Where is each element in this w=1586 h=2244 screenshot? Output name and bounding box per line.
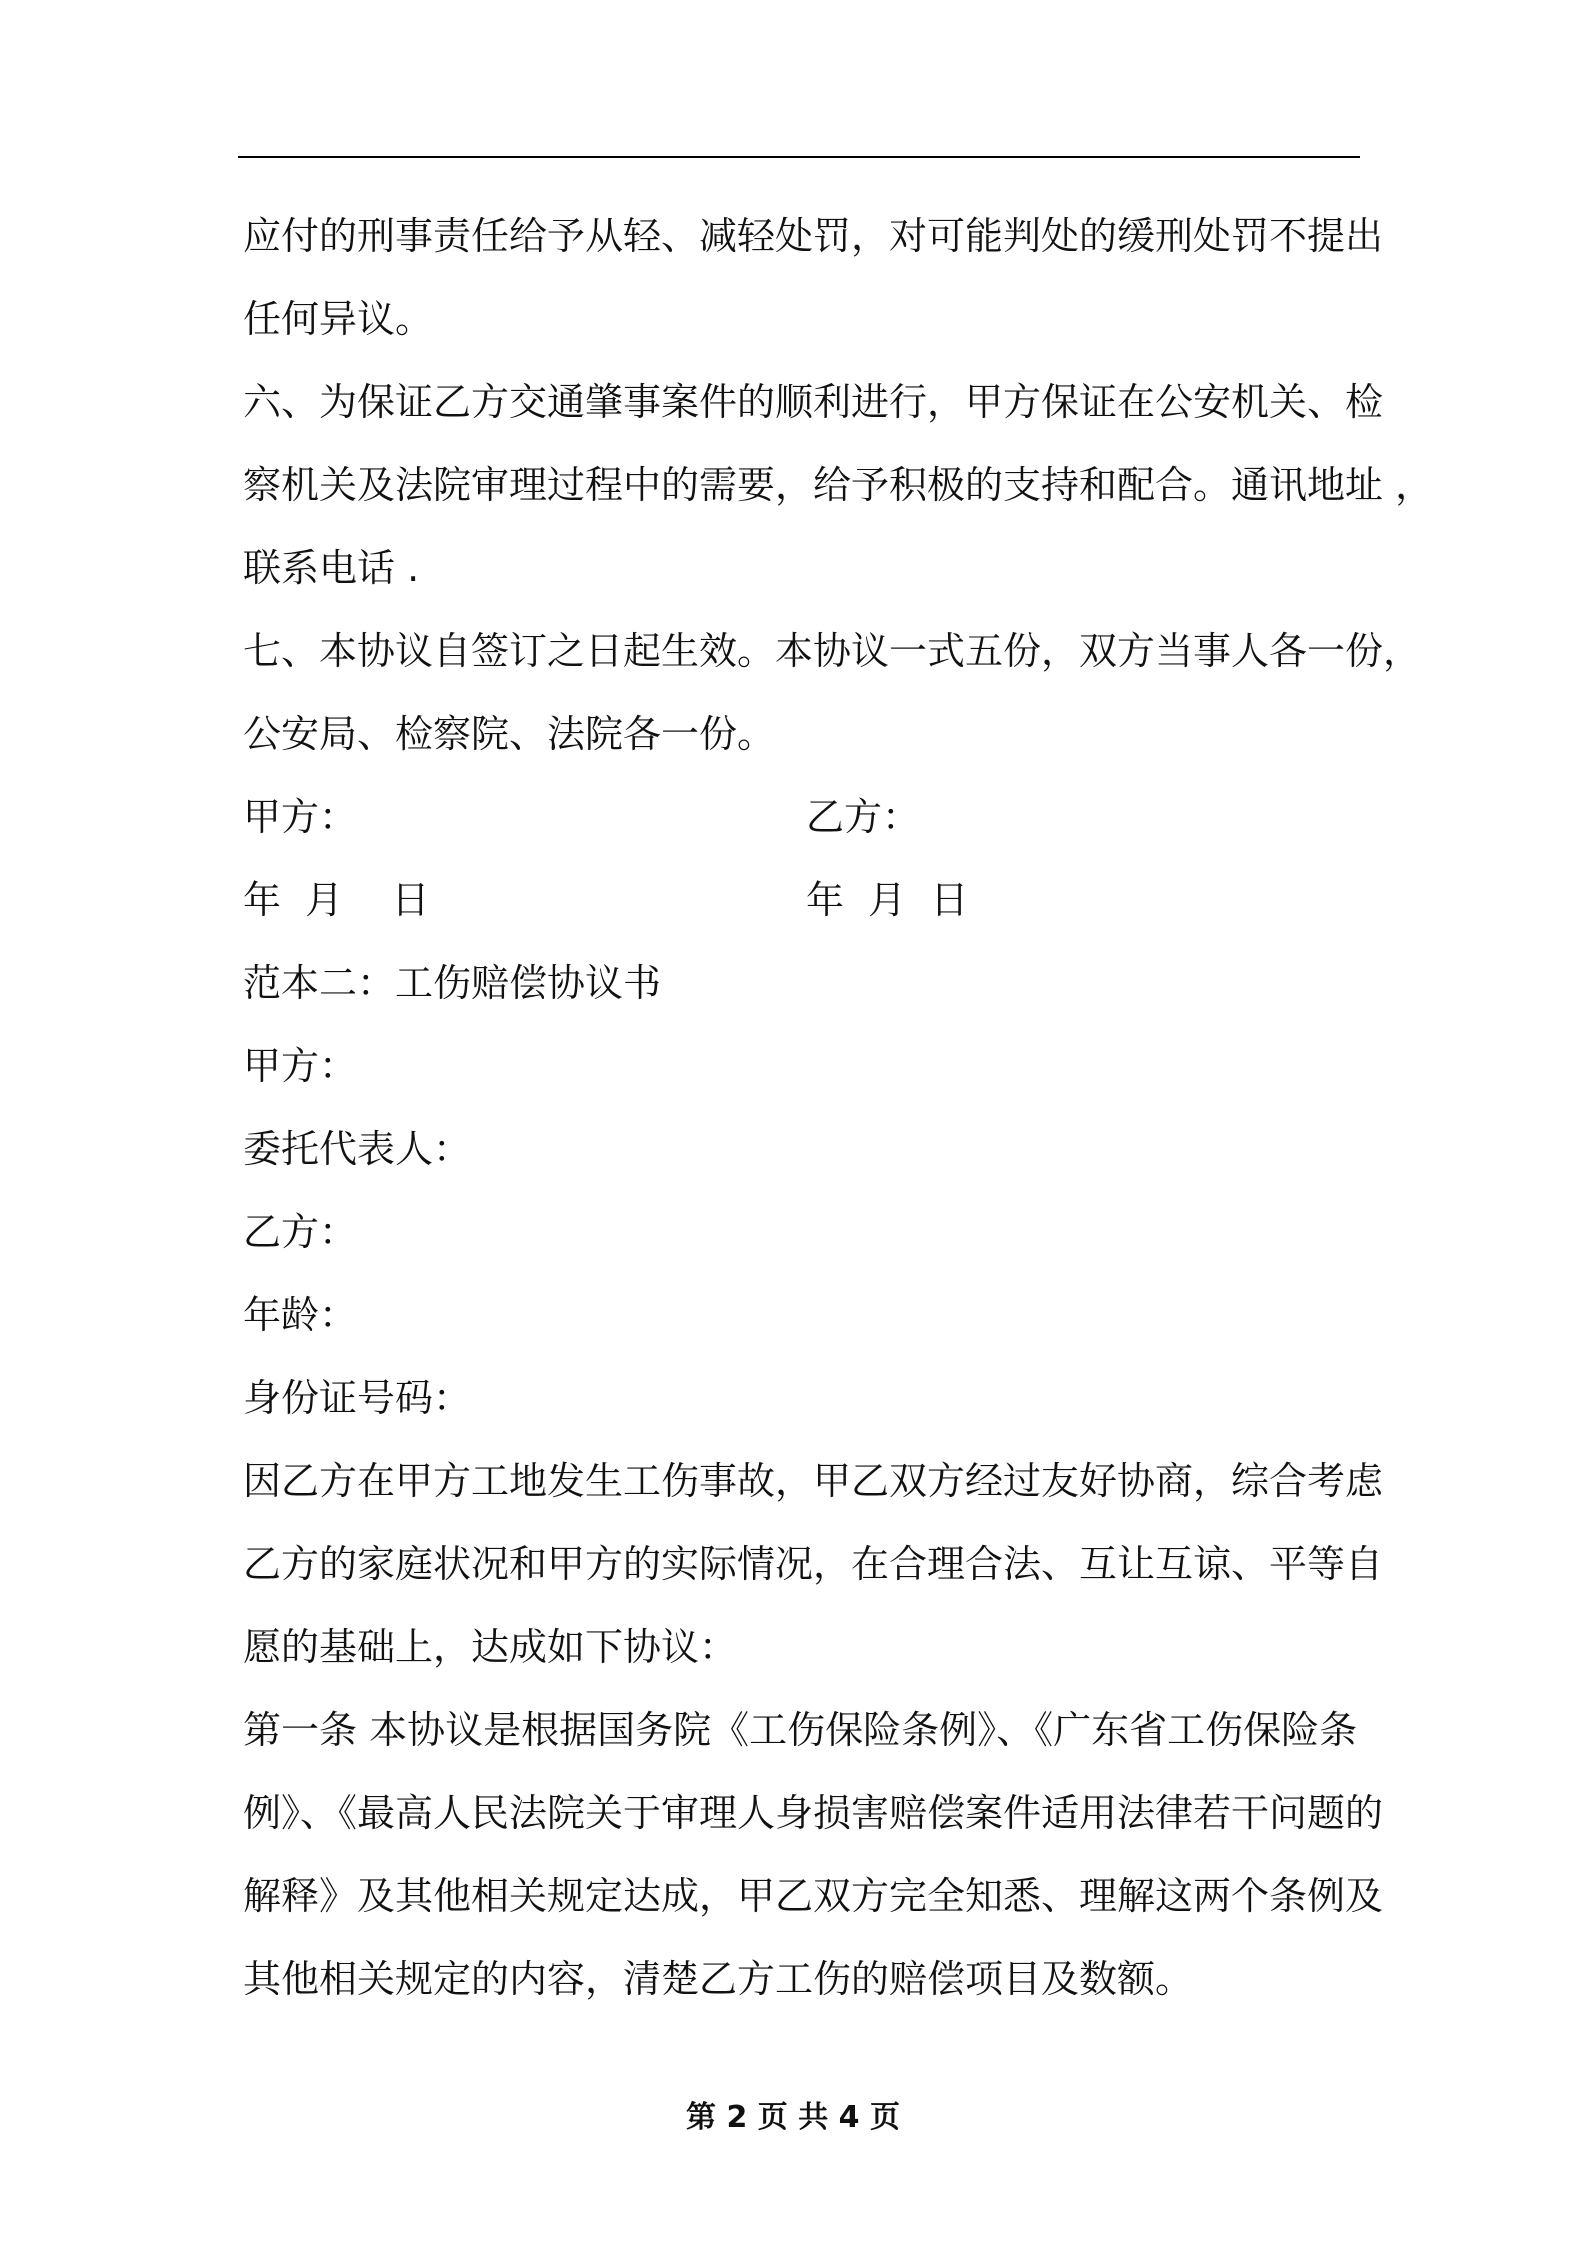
party-a-signature-label: 甲方： bbox=[243, 795, 358, 839]
party-a-date: 年 月 日 bbox=[243, 878, 430, 922]
paragraph-line: 乙方的家庭状况和甲方的实际情况，在合理合法、互让互谅、平等自 bbox=[243, 1542, 1384, 1586]
paragraph-line: 其他相关规定的内容，清楚乙方工伤的赔偿项目及数额。 bbox=[243, 1957, 1194, 2001]
party-b-signature-label: 乙方： bbox=[806, 795, 921, 839]
paragraph-line: 应付的刑事责任给予从轻、减轻处罚，对可能判处的缓刑处罚不提出 bbox=[243, 214, 1384, 258]
field-label: 甲方： bbox=[243, 1044, 358, 1088]
paragraph-line: 察机关及法院审理过程中的需要，给予积极的支持和配合。通讯地址 ， bbox=[243, 463, 1434, 507]
section-title: 范本二：工伤赔偿协议书 bbox=[243, 961, 662, 1005]
paragraph-line: 愿的基础上，达成如下协议： bbox=[243, 1625, 738, 1669]
paragraph-line: 解释》及其他相关规定达成，甲乙双方完全知悉、理解这两个条例及 bbox=[243, 1874, 1384, 1918]
signature-row bbox=[243, 776, 1368, 859]
date-row bbox=[243, 859, 1368, 942]
party-b-date: 年 月 日 bbox=[806, 878, 969, 922]
field-label: 委托代表人： bbox=[243, 1127, 472, 1171]
paragraph-line: 第一条 本协议是根据国务院《工伤保险条例》、《广东省工伤保险条 bbox=[243, 1708, 1358, 1752]
field-label: 年龄： bbox=[243, 1293, 358, 1337]
header-rule bbox=[238, 156, 1360, 158]
paragraph-line: 七、本协议自签订之日起生效。本协议一式五份，双方当事人各一份， bbox=[243, 629, 1422, 673]
field-label: 乙方： bbox=[243, 1210, 358, 1254]
field-label: 身份证号码： bbox=[243, 1376, 472, 1420]
paragraph-line: 联系电话 . bbox=[243, 546, 420, 590]
paragraph-line: 例》、《最高人民法院关于审理人身损害赔偿案件适用法律若干问题的 bbox=[243, 1791, 1384, 1835]
paragraph-line: 六、为保证乙方交通肇事案件的顺利进行，甲方保证在公安机关、检 bbox=[243, 380, 1384, 424]
document-body bbox=[243, 195, 1434, 2021]
page-number: 第 2 页 共 4 页 bbox=[686, 2100, 900, 2135]
paragraph-line: 因乙方在甲方工地发生工伤事故，甲乙双方经过友好协商，综合考虑 bbox=[243, 1459, 1384, 1503]
paragraph-line: 任何异议。 bbox=[243, 297, 434, 341]
paragraph-line: 公安局、检察院、法院各一份。 bbox=[243, 712, 776, 756]
